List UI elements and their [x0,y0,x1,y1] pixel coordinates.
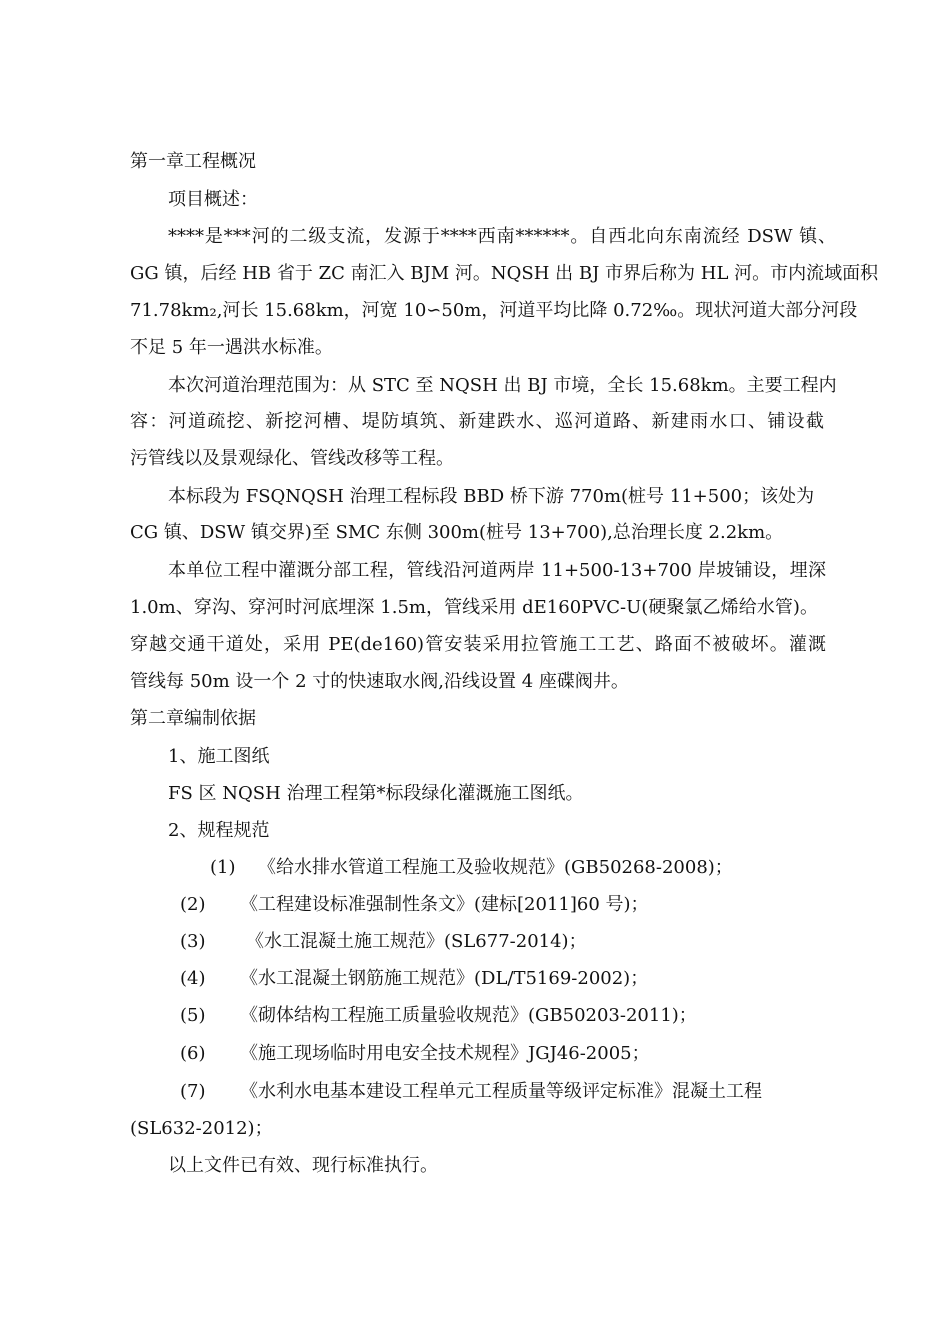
list-item-number: (3) [180,931,206,952]
section-title: 项目概述： [168,189,258,210]
list-item-continuation: (SL632-2012)； [130,1118,273,1139]
list-item-text: 《工程建设标准强制性条文》(建标[2011]60 号)； [240,894,649,915]
item1-title: 1、施工图纸 [168,746,270,767]
list-item-number: (7) [180,1081,206,1102]
list-item-text: 《砌体结构工程施工质量验收规范》(GB50203-2011)； [240,1005,697,1026]
text-line: 容：河道疏挖、新挖河槽、堤防填筑、新建跌水、巡河道路、新建雨水口、铺设截 [130,411,824,432]
list-item-number: (5) [180,1005,206,1026]
text-line: 污管线以及景观绿化、管线改移等工程。 [130,448,454,469]
text-line: 不足 5 年一遇洪水标准。 [130,337,333,358]
text-line: ****是***河的二级支流，发源于****西南******。自西北向东南流经 DSW 镇、 [168,226,836,247]
text-line: 71.78km₂,河长 15.68km，河宽 10∽50m，河道平均比降 0.72‰。现状河道大部分河段 [130,300,858,321]
text-line: GG 镇，后经 HB 省于 ZC 南汇入 BJM 河。NQSH 出 BJ 市界后称为 HL 河。市内流域面积 [130,263,879,284]
text-line: 本次河道治理范围为：从 STC 至 NQSH 出 BJ 市境，全长 15.68km。主要工程内 [168,375,837,396]
chapter2-title: 第二章编制依据 [130,708,256,729]
text-line: CG 镇、DSW 镇交界)至 SMC 东侧 300m(桩号 13+700),总治理长度 2.2km。 [130,522,784,543]
list-item-number: (6) [180,1043,206,1064]
list-item-text: 《水工混凝土钢筋施工规范》(DL/T5169-2002)； [240,968,649,989]
list-item-number: (1) [210,857,236,878]
item2-title: 2、规程规范 [168,820,270,841]
list-item-text: 《水利水电基本建设工程单元工程质量等级评定标准》混凝土工程 [240,1081,762,1102]
list-item-text: 《给水排水管道工程施工及验收规范》(GB50268-2008)； [258,857,733,878]
text-line: 1.0m、穿沟、穿河时河底埋深 1.5m，管线采用 dE160PVC-U(硬聚氯乙烯给水管)。 [130,597,818,618]
list-item-number: (4) [180,968,206,989]
chapter1-title: 第一章工程概况 [130,151,256,172]
list-item-number: (2) [180,894,206,915]
item1-text: FS 区 NQSH 治理工程第*标段绿化灌溉施工图纸。 [168,783,584,804]
text-line: 本标段为 FSQNQSH 治理工程标段 BBD 桥下游 770m(桩号 11+500；该处为 [168,486,815,507]
list-item-text: 《施工现场临时用电安全技术规程》JGJ46-2005； [240,1043,650,1064]
text-line: 本单位工程中灌溉分部工程，管线沿河道两岸 11+500-13+700 岸坡铺设，埋深 [168,560,826,581]
list-item-text: 《水工混凝土施工规范》(SL677-2014)； [246,931,587,952]
closing-text: 以上文件已有效、现行标准执行。 [168,1155,438,1176]
text-line: 管线每 50m 设一个 2 寸的快速取水阀,沿线设置 4 座碟阀井。 [130,671,629,692]
text-line: 穿越交通干道处，采用 PE(de160)管安装采用拉管施工工艺、路面不被破坏。灌溉 [130,634,826,655]
